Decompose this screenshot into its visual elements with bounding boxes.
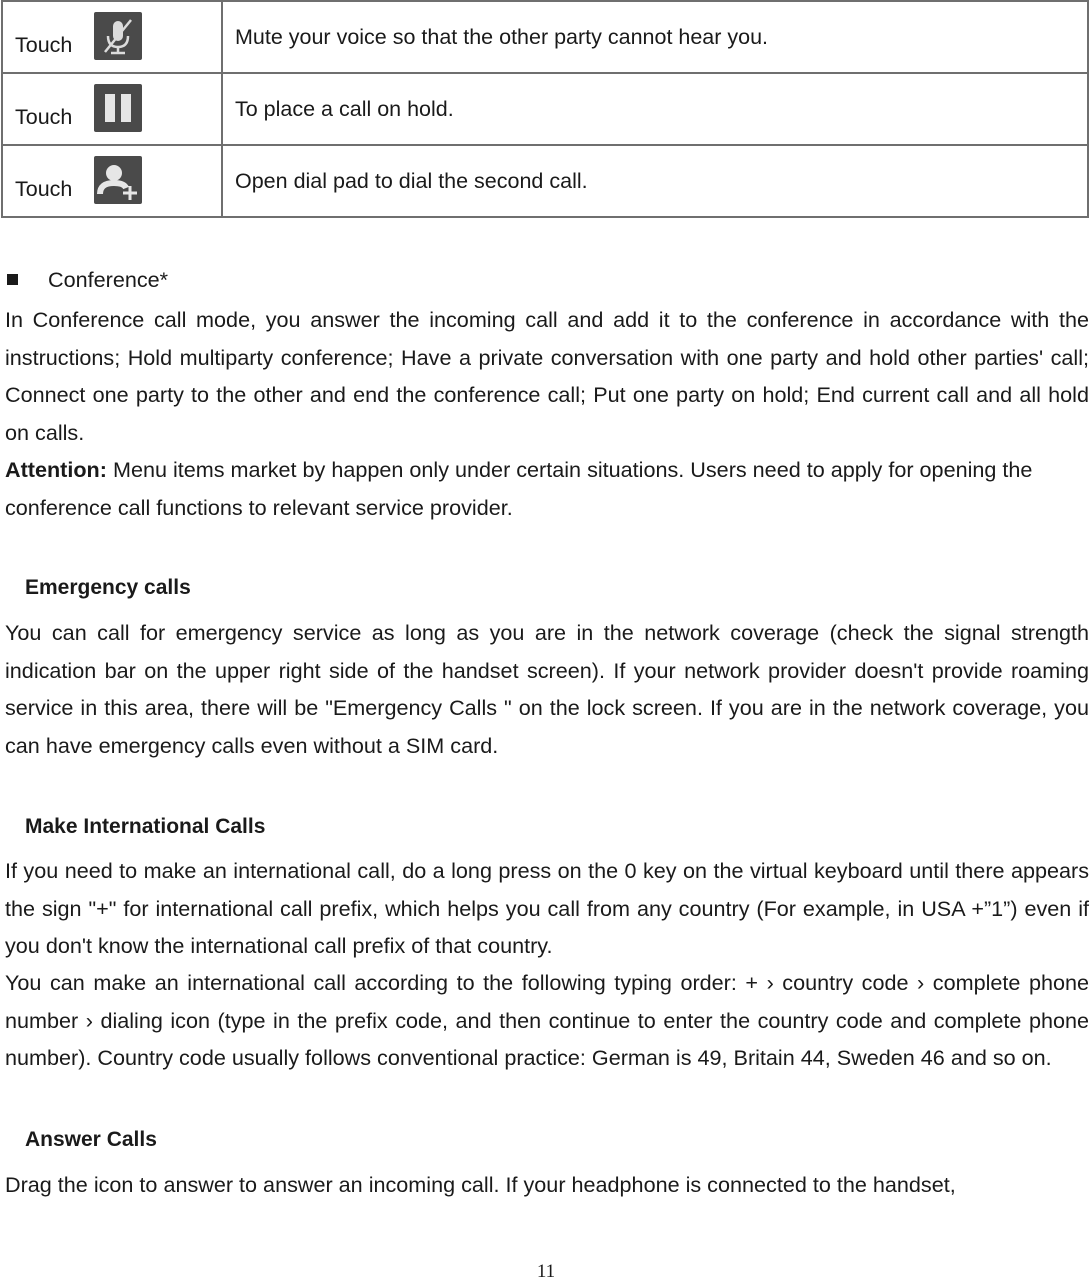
touch-cell: [2, 145, 222, 217]
touch-label: Touch: [15, 105, 73, 129]
page-number: 11: [536, 1261, 556, 1282]
description-cell: To place a call on hold.: [222, 73, 1088, 145]
attention-text: Menu items market by happen only under certain situations. Users need to apply for opening the conference call functions to relevant service provider.: [5, 457, 1033, 520]
attention-label: Attention:: [5, 457, 107, 482]
international-body-2: You can make an international call according to the following typing order: + › country code › complete phone number › dialing icon (type in the prefix code, and then continue to enter the country code and complete phone number). Country code usually follows conventional practice: German is 49, Britain 44, Sweden 46 and so on.: [5, 970, 1089, 1070]
table-row: [2, 145, 1088, 217]
conference-body: In Conference call mode, you answer the incoming call and add it to the conference in accordance with the instructions; Hold multiparty conference; Have a private conversation with one party and hold other parties' call; Connect one party to the other and end the conference call; Put one party on hold; End current call and all hold on calls.: [5, 307, 1089, 445]
attention-paragraph: [5, 451, 1089, 526]
touch-cell: [2, 73, 222, 145]
table-row: [2, 73, 1088, 145]
touch-label: Touch: [15, 177, 73, 201]
bullet-square-icon: [7, 274, 18, 285]
conference-heading-text: Conference*: [48, 267, 169, 292]
answer-heading: Answer Calls: [25, 1128, 157, 1151]
touch-label: Touch: [15, 33, 73, 57]
international-heading: Make International Calls: [25, 815, 266, 838]
pause-icon: [94, 84, 142, 132]
touch-cell: [2, 1, 222, 73]
description-cell: Open dial pad to dial the second call.: [222, 145, 1088, 217]
emergency-heading: Emergency calls: [25, 576, 191, 599]
conference-heading: [7, 267, 168, 293]
international-body-1: If you need to make an international call, do a long press on the 0 key on the virtual keyboard until there appears the sign "+" for international call prefix, which helps you call from any country (For example, in USA +”1”) even if you don't know the international call prefix of that country.: [5, 858, 1089, 958]
emergency-body: You can call for emergency service as long as you are in the network coverage (check the signal strength indication bar on the upper right side of the handset screen). If your network provider doesn't provide roaming service in this area, there will be "Emergency Calls " on the lock screen. If you are in the network coverage, you can have emergency calls even without a SIM card.: [5, 620, 1089, 758]
answer-body: Drag the icon to answer to answer an incoming call. If your headphone is connected to the handset,: [5, 1172, 956, 1197]
microphone-mute-icon: [94, 12, 142, 60]
add-contact-icon: [94, 156, 142, 204]
touch-actions-table: [1, 0, 1089, 218]
table-row: [2, 1, 1088, 73]
description-cell: Mute your voice so that the other party cannot hear you.: [222, 1, 1088, 73]
